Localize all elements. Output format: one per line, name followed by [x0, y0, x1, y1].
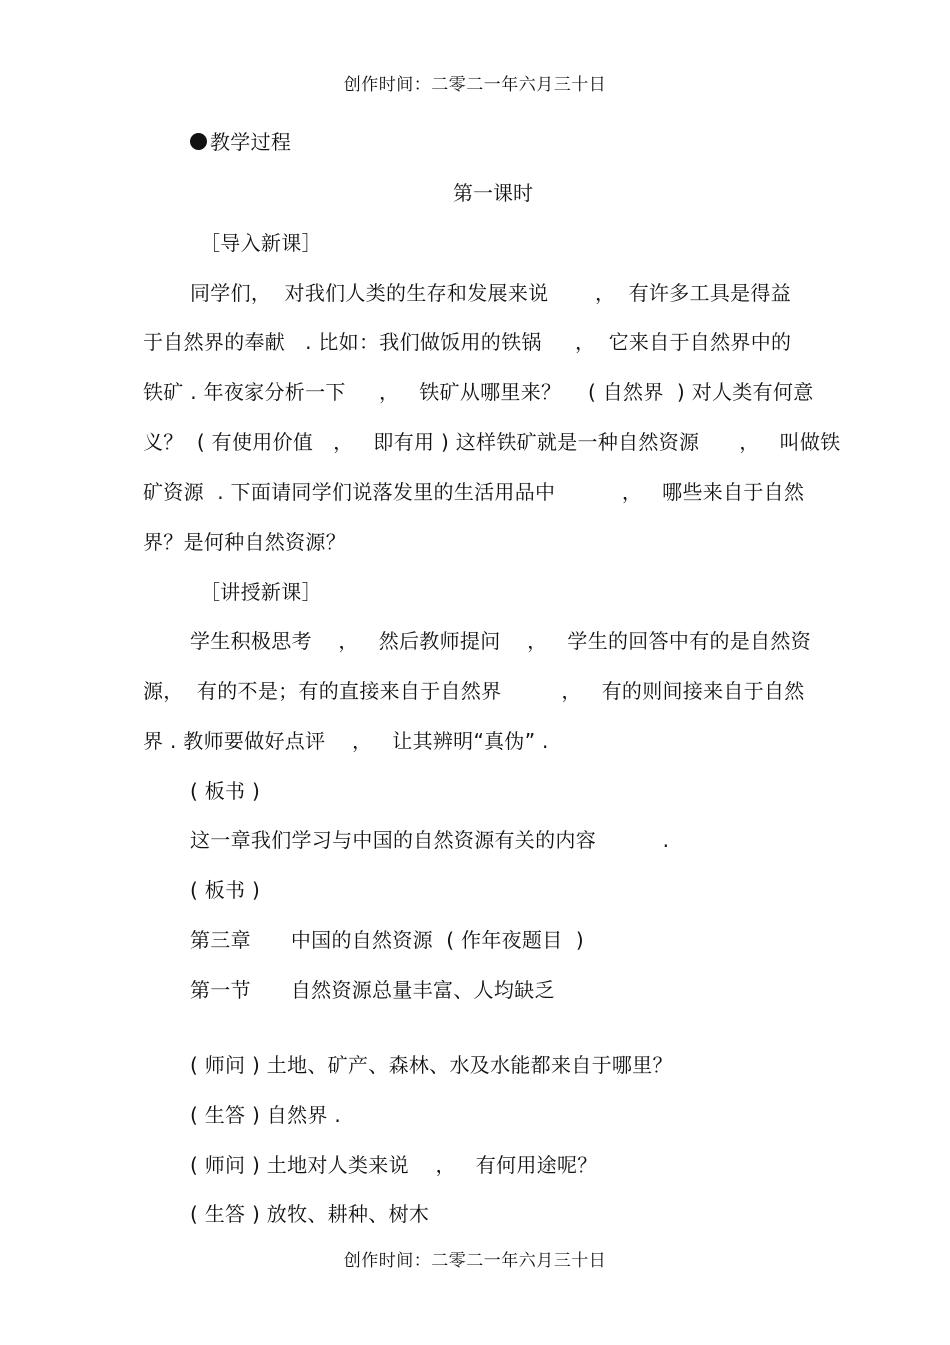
intro-line: 于自然界的奉献 . 比如：我们做饭用的铁锅 ， 它来自于自然界中的 — [143, 330, 792, 354]
chapter-title: 第三章 中国的自然资源 ( 作年夜题目 ) — [190, 928, 584, 952]
dialogue-line: ( 生答 ) 自然界 . — [190, 1103, 341, 1127]
section-title: 第一节 自然资源总量丰富、人均缺乏 — [190, 978, 555, 1002]
board-note: ( 板书 ) — [190, 779, 261, 803]
page-header: 创作时间：二零二一年六月三十日 — [343, 75, 607, 95]
lecture-line: 界 . 教师要做好点评 ， 让其辨明“真伪” . — [143, 729, 549, 753]
intro-line: 界？是何种自然资源？ — [143, 530, 346, 554]
intro-line: 矿资源 . 下面请同学们说落发里的生活用品中 ， 哪些来自于自然 — [143, 480, 805, 504]
lecture-line: 学生积极思考 ， 然后教师提问 ， 学生的回答中有的是自然资 — [190, 629, 812, 653]
page-footer: 创作时间：二零二一年六月三十日 — [343, 1251, 607, 1271]
intro-line: 同学们， 对我们人类的生存和发展来说 ， 有许多工具是得益 — [190, 281, 792, 305]
intro-line: 义？ ( 有使用价值 ， 即有用 ) 这样铁矿就是一种自然资源 ， 叫做铁 — [143, 430, 841, 454]
intro-label: ［导入新课］ — [200, 231, 322, 255]
intro-line: 铁矿 . 年夜家分析一下 ， 铁矿从哪里来？ ( 自然界 ) 对人类有何意 — [143, 380, 814, 404]
lecture-line: 源， 有的不是；有的直接来自于自然界 ， 有的则间接来自于自然 — [143, 679, 805, 703]
content-line: 这一章我们学习与中国的自然资源有关的内容 . — [190, 828, 670, 852]
dialogue-line: ( 师问 ) 土地、矿产、森林、水及水能都来自于哪里？ — [190, 1053, 673, 1077]
board-note: ( 板书 ) — [190, 878, 261, 902]
dialogue-line: ( 生答 ) 放牧、耕种、树木 — [190, 1202, 430, 1226]
section-heading-text: 教学过程 — [210, 130, 292, 154]
section-heading — [190, 128, 291, 156]
lecture-label: ［讲授新课］ — [200, 580, 322, 604]
lesson-title: 第一课时 — [453, 181, 533, 205]
bullet-icon — [190, 133, 207, 150]
dialogue-line: ( 师问 ) 土地对人类来说 ， 有何用途呢？ — [190, 1153, 598, 1177]
